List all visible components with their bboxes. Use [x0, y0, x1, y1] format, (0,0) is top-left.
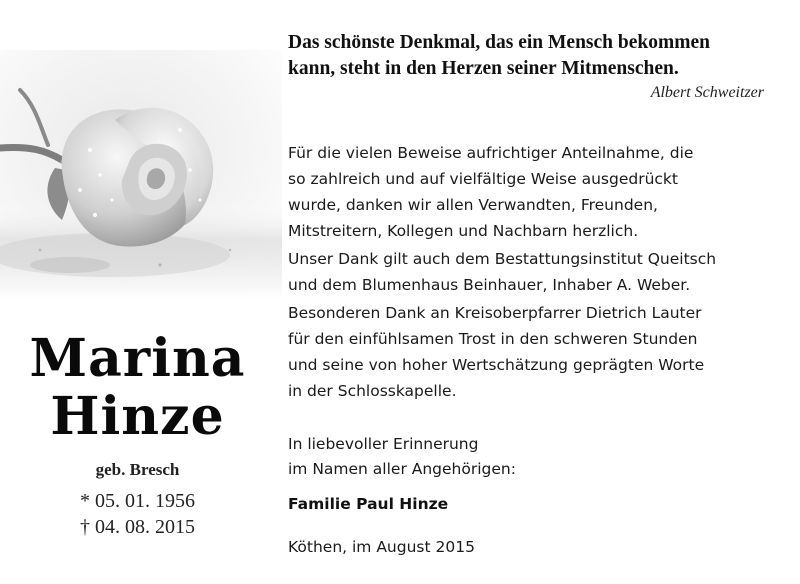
quote-line: kann, steht in den Herzen seiner Mitmenschen. [288, 58, 679, 79]
closing-line: im Namen aller Angehörigen: [288, 460, 516, 478]
text-line: Für die vielen Beweise aufrichtiger Anteilnahme, die [288, 144, 694, 162]
thanks-paragraph [288, 300, 778, 404]
closing-block [288, 432, 778, 517]
quote-author: Albert Schweitzer [650, 84, 764, 101]
text-line: wurde, danken wir allen Verwandten, Freunden, [288, 196, 658, 214]
text-line: in der Schlosskapelle. [288, 382, 457, 400]
rose-icon [0, 50, 282, 300]
death-date: † 04. 08. 2015 [80, 516, 195, 538]
quote-line: Das schönste Denkmal, das ein Mensch bekommen [288, 32, 710, 53]
deceased-last-name: Hinze [50, 386, 225, 447]
text-line: so zahlreich und auf vielfältige Weise ausgedrückt [288, 170, 678, 188]
text-line: Mitstreitern, Kollegen und Nachbarn herzlich. [288, 222, 639, 240]
deceased-first-name: Marina [29, 328, 246, 389]
thanks-paragraph [288, 246, 778, 298]
text-line: für den einfühlsamen Trost in den schweren Stunden [288, 330, 698, 348]
family-signature: Familie Paul Hinze [288, 495, 449, 513]
rose-image [0, 50, 282, 300]
life-dates [20, 488, 255, 540]
closing-line: In liebevoller Erinnerung [288, 435, 479, 453]
quote-block [288, 30, 778, 103]
text-line: und dem Blumenhaus Beinhauer, Inhaber A. Weber. [288, 276, 691, 294]
thanks-paragraph [288, 140, 778, 244]
place-date: Köthen, im August 2015 [288, 538, 475, 556]
birth-date: * 05. 01. 1956 [80, 490, 195, 512]
text-line: Besonderen Dank an Kreisoberpfarrer Dietrich Lauter [288, 304, 702, 322]
quote-text [288, 30, 778, 82]
maiden-name: geb. Bresch [95, 460, 180, 479]
thanks-text [288, 140, 778, 406]
deceased-name-block [20, 330, 255, 540]
text-line: und seine von hoher Wertschätzung geprägten Worte [288, 356, 705, 374]
text-line: Unser Dank gilt auch dem Bestattungsinstitut Queitsch [288, 250, 717, 268]
